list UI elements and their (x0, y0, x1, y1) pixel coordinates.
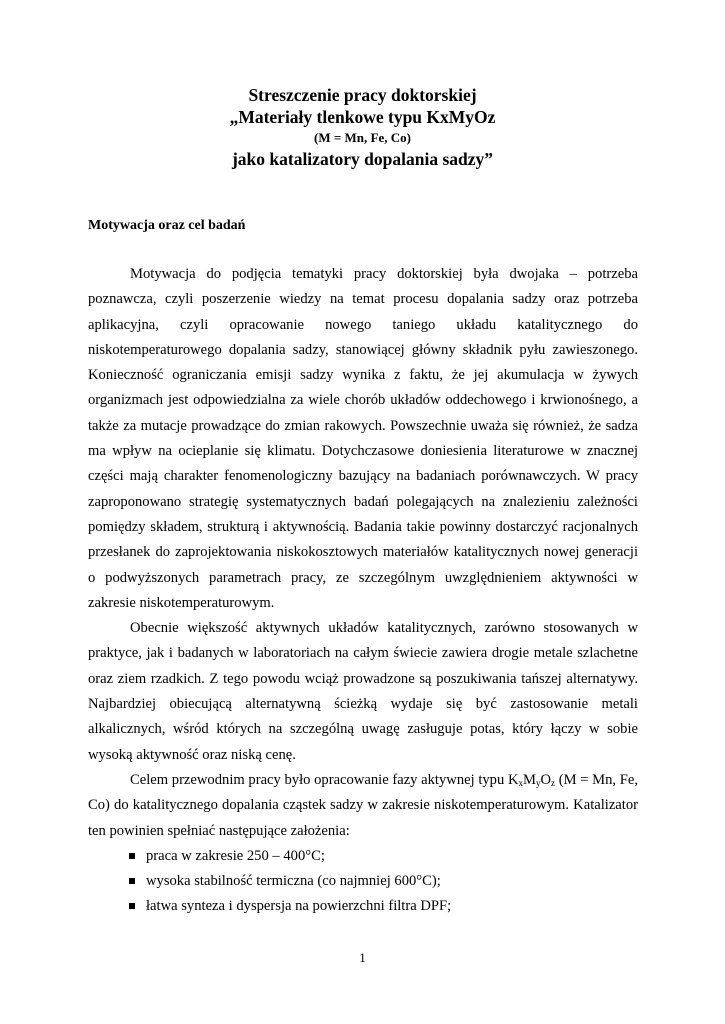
title-line-4: jako katalizatory dopalania sadzy” (231, 149, 494, 169)
formula-sub-y: y (535, 777, 541, 788)
list-item-text: łatwa synteza i dyspersja na powierzchni filtra DPF; (146, 898, 452, 915)
goal-text-start: Celem przewodnim pracy było opracowanie fazy aktywnej typu K (130, 771, 519, 788)
square-bullet-icon (129, 878, 135, 884)
paragraph-goal (88, 768, 638, 844)
title-line-2: „Materiały tlenkowe typu KxMyOz (229, 107, 496, 127)
list-item-text: wysoka stabilność termiczna (co najmniej 600°C); (146, 873, 441, 890)
square-bullet-icon (129, 903, 135, 909)
formula-o: O (540, 771, 552, 788)
page-number: 1 (359, 950, 366, 965)
title-line-3: (M = Mn, Fe, Co) (314, 130, 411, 145)
title-block (0, 84, 725, 170)
paragraph-alternatives: Obecnie większość aktywnych układów katalitycznych, zarówno stosowanych w praktyce, jak i badanych w laboratoriach na całym świecie zawiera drogie metale szlachetne oraz ziem rzadkich. Z tego powodu wciąż prowadzone są poszukiwania tańszej alternatywy. Najbardziej obiecującą alternatywną ścieżką wydaje się być zastosowanie metali alkalicznych, wśród których na szczególną uwagę zasługuje potas, który łączy w sobie wysoką aktywność oraz niską cenę. (88, 620, 638, 763)
section-heading: Motywacja oraz cel badań (88, 218, 246, 233)
formula-sub-x: x (518, 777, 523, 788)
paragraph-motivation: Motywacja do podjęcia tematyki pracy doktorskiej była dwojaka – potrzeba poznawcza, czyli poszerzenie wiedzy na temat procesu dopalania sadzy oraz potrzeba aplikacyjna, czyli opracowanie nowego taniego układu katalitycznego do niskotemperaturowego dopalania sadzy, stanowiącej główny składnik pyłu zawieszonego. Konieczność ograniczania emisji sadzy wynika z faktu, że jej akumulacja w żywych organizmach jest odpowiedzialna za wiele chorób układów oddechowego i krwionośnego, a także za mutacje prowadzące do zmian rakowych. Powszechnie uważa się również, że sadza ma wpływ na ocieplanie się klimatu. Dotychczasowe doniesienia literaturowe w znacznej części mają charakter fenomenologiczny bazujący na badaniach porównawczych. W pracy zaproponowano strategię systematycznych badań polegających na znalezieniu zależności pomiędzy składem, strukturą i aktywnością. Badania takie powinny dostarczyć racjonalnych przesłanek do zaprojektowania niskokosztowych materiałów katalitycznych nowej generacji o podwyższonych parametrach pracy, ze szczególnym uwzględnieniem aktywności w zakresie niskotemperaturowym. (88, 266, 638, 611)
document-body (88, 262, 638, 920)
list-item (88, 894, 638, 919)
list-item-text: praca w zakresie 250 – 400°C; (146, 847, 325, 864)
goal-text-end: (M = Mn, Fe, Co) do katalitycznego dopalania cząstek sadzy w zakresie niskotemperaturowym. Katalizator ten powinien spełniać następujące założenia: (88, 771, 638, 839)
list-item (88, 844, 638, 869)
requirements-list (88, 844, 638, 920)
formula-m: M (523, 771, 536, 788)
list-item (88, 869, 638, 894)
title-line-1: Streszczenie pracy doktorskiej (248, 85, 477, 105)
formula-sub-z: z (551, 777, 556, 788)
square-bullet-icon (129, 853, 135, 859)
